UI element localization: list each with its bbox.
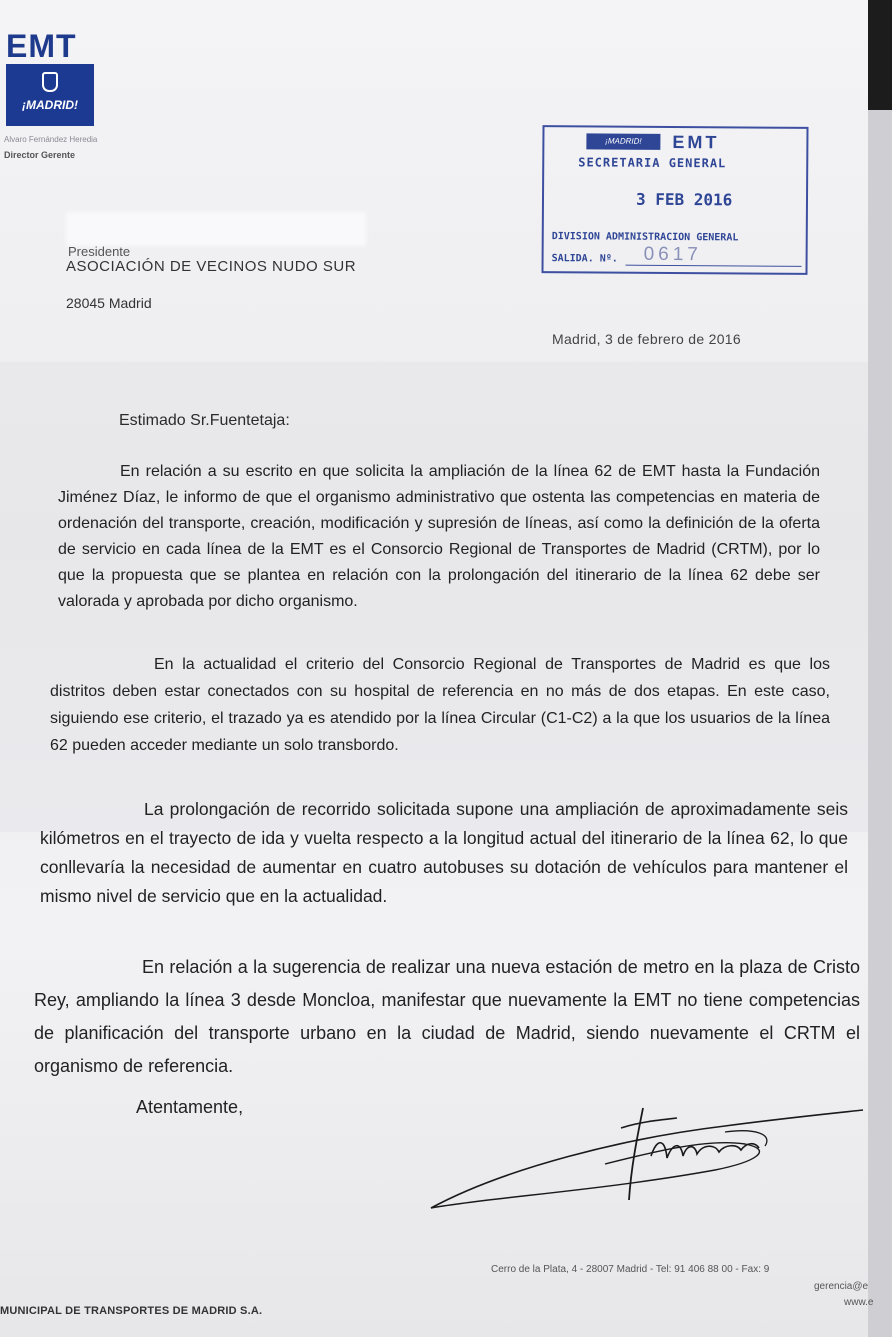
footer-web: www.e [844, 1297, 874, 1308]
handwritten-signature [425, 1098, 865, 1218]
paragraph-2: En la actualidad el criterio del Consorcio Regional de Transportes de Madrid es que los distritos deben estar conectados con su hospital de referencia en no más de dos etapas. En este caso, siguiendo ese criterio, el trazado ya es atendido por la línea Circular (C1-C2) a la que los usuarios de la línea 62 pueden acceder mediante un solo transbordo. [50, 656, 830, 754]
madrid-crest-icon [42, 72, 58, 92]
recipient-city: 28045 Madrid [66, 295, 152, 311]
footer-email: gerencia@e [814, 1281, 869, 1292]
stamp-number: 0617 [643, 243, 702, 266]
logo-text: EMT [6, 28, 77, 64]
letter-date: Madrid, 3 de febrero de 2016 [552, 331, 741, 347]
recipient-role: Presidente [68, 244, 131, 259]
paragraph-3: La prolongación de recorrido solicitada supone una ampliación de aproximadamente seis kilómetros en el trayecto de ida y vuelta respecto a la longitud actual del itinerario de la línea 62, lo que conllevaría la necesidad de aumentar en cuatro autobuses su dotación de vehículos para mantener el mismo nivel de servicio que en la actualidad. [40, 799, 848, 906]
footer-address: Cerro de la Plata, 4 - 28007 Madrid - Tel: 91 406 88 00 - Fax: 9 [491, 1264, 770, 1275]
logo-badge [6, 64, 94, 126]
stamp-salida-label: SALIDA. Nº. [551, 253, 618, 265]
stamp-date: 3 FEB 2016 [635, 189, 733, 210]
registry-stamp [541, 125, 808, 275]
sender-title: Director Gerente [4, 150, 76, 160]
salutation: Estimado Sr.Fuentetaja: [119, 412, 290, 429]
emt-logo [6, 30, 98, 126]
paragraph-4: En relación a la sugerencia de realizar una nueva estación de metro en la plaza de Cristo Rey, ampliando la línea 3 desde Moncloa, manifestar que nuevamente la EMT no tiene competencias de planificación del transporte urbano en la ciudad de Madrid, siendo nuevamente el CRTM el organismo de referencia. [34, 957, 860, 1076]
closing: Atentamente, [136, 1097, 244, 1117]
stamp-division: DIVISION ADMINISTRACION GENERAL [551, 231, 739, 244]
paragraph-1: En relación a su escrito en que solicita la ampliación de la línea 62 de EMT hasta la Fundación Jiménez Díaz, le informo de que el organismo administrativo que ostenta las competencias en materia de ordenación del transporte, creación, modificación y supresión de líneas, así como la definición de la oferta de servicio en cada línea de la EMT es el Consorcio Regional de Transportes de Madrid (CRTM), por lo que la propuesta que se plantea en relación con la prolongación del itinerario de la línea 62 debe ser valorada y aprobada por dicho organismo. [58, 463, 820, 610]
redacted-name [66, 212, 366, 246]
sender-name: Alvaro Fernández Heredia [4, 135, 98, 144]
stamp-badge: ¡MADRID! [586, 133, 660, 150]
stamp-brand: EMT [672, 131, 720, 153]
footer-company: MUNICIPAL DE TRANSPORTES DE MADRID S.A. [0, 1305, 263, 1317]
recipient-organization: ASOCIACIÓN DE VECINOS NUDO SUR [66, 258, 357, 275]
stamp-department: SECRETARIA GENERAL [578, 155, 727, 171]
logo-subtext: ¡MADRID! [22, 98, 78, 112]
background-edge [868, 0, 892, 110]
